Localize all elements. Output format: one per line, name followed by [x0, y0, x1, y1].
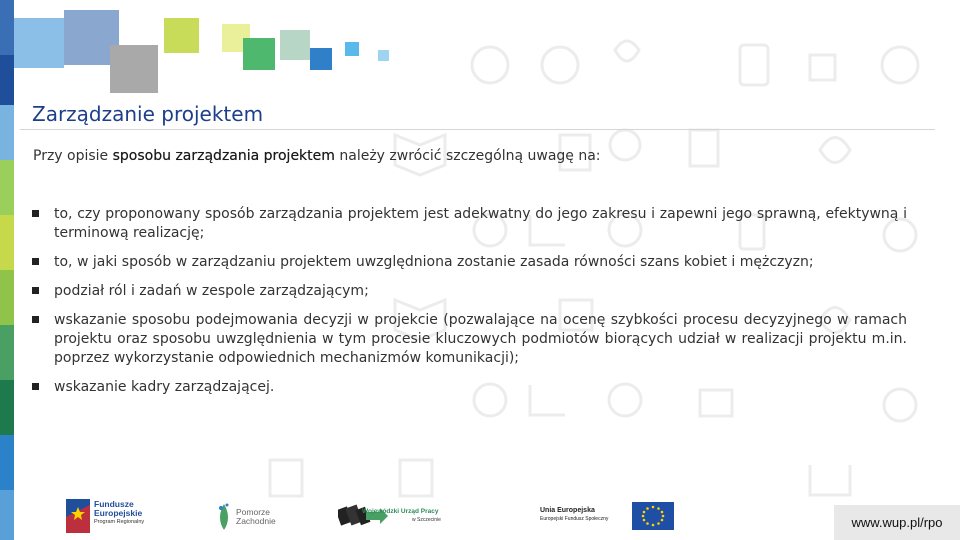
wup-szczecin-logo — [338, 500, 488, 536]
bullet-square-icon — [32, 210, 39, 217]
pomorze-zachodnie-logo — [216, 498, 286, 536]
logo1-line3: Program Regionalny — [94, 519, 145, 525]
footer-logos — [0, 490, 960, 540]
fundusze-europejskie-logo — [66, 496, 156, 536]
logo3-line1: Wojewódzki Urząd Pracy — [362, 508, 439, 515]
logo2-line1: Pomorze — [236, 507, 271, 517]
website-url[interactable]: www.wup.pl/rpo — [834, 505, 960, 540]
pomorze-leaf-icon — [216, 502, 232, 532]
logo4-line1: Unia Europejska — [540, 507, 595, 514]
list-item-text: wskazanie kadry zarządzającej. — [54, 379, 275, 395]
logo3-line2: w Szczecinie — [412, 517, 441, 523]
list-item-text: wskazanie sposobu podejmowania decyzji w projekcie (pozwalające na ocenę szybkości procesu decyzyjnego w ramach projektu oraz sposobu uwzględnienia w tym procesie kluczowych podmiotów biorących udział w realizacji projektu m.in. poprzez wykorzystanie odpowiednich mechanizmów komunikacji); — [54, 312, 907, 366]
bullet-square-icon — [32, 258, 39, 265]
list-item-text: podział ról i zadań w zespole zarządzającym; — [54, 283, 369, 299]
logo4-line2: Europejski Fundusz Społeczny — [540, 516, 609, 522]
page-title: Zarządzanie projektem — [32, 102, 264, 126]
list-item — [32, 378, 907, 397]
logo1-line1: Fundusze — [94, 499, 134, 509]
intro-emphasis: sposobu zarządzania projektem — [112, 148, 335, 164]
bullet-square-icon — [32, 287, 39, 294]
list-item-text: to, czy proponowany sposób zarządzania projektem jest adekwatny do jego zakresu i zapewni jego sprawną, efektywną i terminową realizację; — [54, 206, 907, 241]
unia-europejska-logo — [540, 500, 680, 536]
intro-prefix: Przy opisie — [33, 148, 113, 164]
list-item — [32, 311, 907, 368]
logo1-line2: Europejskie — [94, 508, 143, 518]
list-item-text: to, w jaki sposób w zarządzaniu projektem uwzględniona zostanie zasada równości szans kobiet i mężczyzn; — [54, 254, 814, 270]
list-item — [32, 282, 907, 301]
logo2-line2: Zachodnie — [236, 516, 276, 526]
fe-emblem-icon — [66, 499, 90, 533]
eu-flag-icon — [632, 502, 674, 530]
list-item — [32, 253, 907, 272]
title-divider — [20, 129, 935, 130]
bullet-square-icon — [32, 383, 39, 390]
bullet-list — [32, 205, 907, 407]
bullet-square-icon — [32, 316, 39, 323]
intro-suffix: należy zwrócić szczególną uwagę na: — [334, 148, 601, 164]
intro-text — [33, 148, 601, 164]
list-item — [32, 205, 907, 243]
